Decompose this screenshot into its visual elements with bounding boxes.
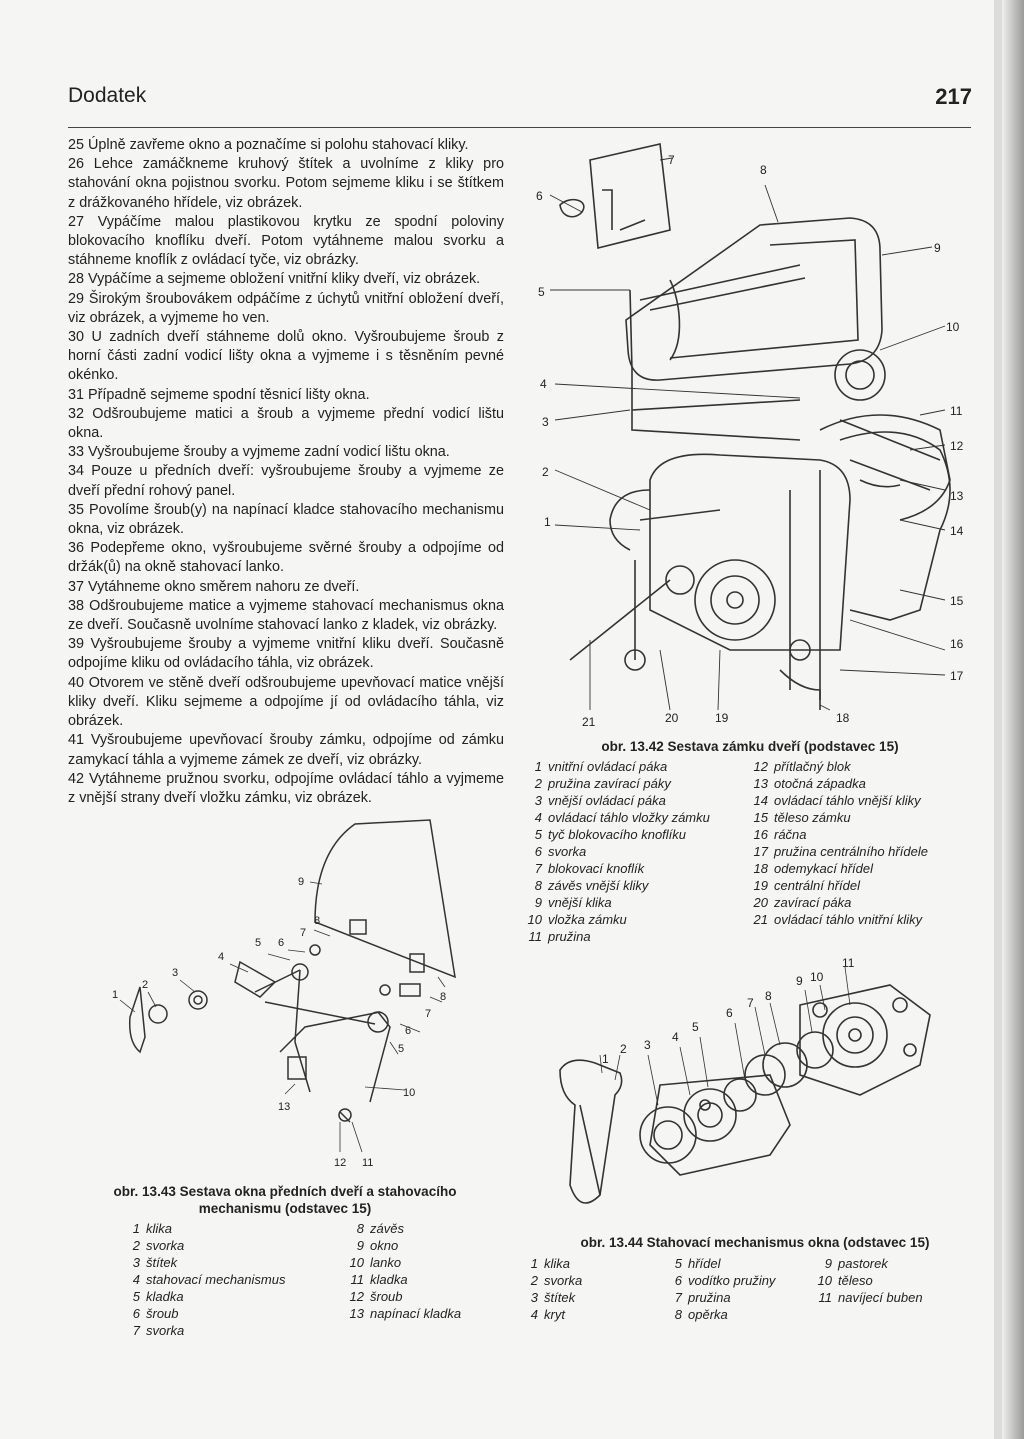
legend-item-number: 10: [527, 912, 542, 927]
fig43-callout-8a: 8: [314, 915, 321, 927]
legend-item-number: 12: [349, 1289, 364, 1304]
legend-item: [660, 1255, 775, 1272]
legend-item-label: svorka: [146, 1323, 185, 1338]
instruction-paragraph: 36 Podepřeme okno, vyšroubujeme svěrné šrouby a odpojíme od držák(ů) na okně stahovací lanko.: [68, 540, 504, 576]
fig42-callout-6: 6: [536, 189, 543, 203]
fig42-callout-11: 11: [950, 404, 963, 418]
fig43-callout-9: 9: [298, 876, 305, 888]
legend-item: [746, 809, 928, 826]
fig43-callout-6b: 6: [405, 1025, 412, 1037]
fig42-callout-7: 7: [668, 153, 675, 167]
legend-item-number: 7: [132, 1323, 140, 1338]
fig42-legend-left: [520, 758, 710, 945]
legend-item-number: 6: [534, 844, 542, 859]
legend-item: [520, 877, 710, 894]
legend-item-number: 16: [753, 827, 768, 842]
legend-item-number: 3: [132, 1255, 140, 1270]
legend-item: [118, 1254, 285, 1271]
legend-item-label: vnitřní ovládací páka: [548, 759, 668, 774]
legend-item-number: 2: [530, 1273, 538, 1288]
legend-item-label: vnější klika: [548, 895, 612, 910]
fig42-callout-5: 5: [538, 285, 545, 299]
lock-knob: [590, 144, 670, 248]
legend-item-number: 11: [350, 1272, 364, 1287]
legend-item-number: 2: [132, 1238, 140, 1253]
fig42-callout-15: 15: [950, 594, 964, 608]
shaft-boss: [640, 1107, 696, 1163]
legend-item-label: závěs: [370, 1221, 404, 1236]
instruction-paragraph: 40 Otvorem ve stěně dveří odšroubujeme upevňovací matice vnější kliky dveří. Kliku sejmeme a odpojíme jí od ovládacího táhla, viz obrázek.: [68, 674, 504, 730]
fig42-callout-12: 12: [950, 439, 964, 453]
legend-item: [516, 1255, 582, 1272]
legend-item: [520, 826, 710, 843]
fig43-caption: [90, 1183, 480, 1217]
legend-item-number: 17: [753, 844, 768, 859]
legend-item: [520, 792, 710, 809]
running-header-section: Dodatek: [68, 84, 147, 107]
fig43-callout-10: 10: [403, 1087, 416, 1099]
legend-item-number: 18: [753, 861, 768, 876]
legend-item-label: ovládací táhlo vnější kliky: [774, 793, 921, 808]
instruction-paragraph: 42 Vytáhneme pružnou svorku, odpojíme ovládací táhlo a vyjmeme z vnější strany dveří vložku zámku, viz obrázek.: [68, 770, 504, 806]
legend-item: [118, 1220, 285, 1237]
fig43-callout-12: 12: [334, 1157, 347, 1169]
legend-item-label: přítlačný blok: [774, 759, 851, 774]
fig42-callout-3: 3: [542, 415, 549, 429]
legend-item: [342, 1271, 461, 1288]
legend-item: [118, 1271, 285, 1288]
legend-item-number: 4: [132, 1272, 140, 1287]
fig42-callout-14: 14: [950, 524, 964, 538]
legend-item: [746, 911, 928, 928]
legend-item-label: stahovací mechanismus: [146, 1272, 286, 1287]
fig42-callout-18: 18: [836, 711, 850, 725]
fig43-callout-6a: 6: [278, 937, 285, 949]
instruction-paragraph: 32 Odšroubujeme matici a šroub a vyjmeme přední vodicí lištu okna.: [68, 405, 504, 442]
legend-item: [660, 1272, 775, 1289]
fig42-callout-17: 17: [950, 669, 964, 683]
fig44-callout-11: 11: [842, 956, 855, 970]
legend-item: [342, 1254, 461, 1271]
figure-13-44-window-regulator-mechanism: [540, 955, 960, 1225]
legend-item: [342, 1288, 461, 1305]
legend-item-label: pastorek: [838, 1256, 888, 1271]
legend-item-number: 5: [674, 1256, 682, 1271]
legend-item-number: 10: [817, 1273, 832, 1288]
fig43-callout-13: 13: [278, 1101, 291, 1113]
fig43-callout-4: 4: [218, 951, 225, 963]
fig43-callout-8b: 8: [440, 991, 447, 1003]
legend-item: [118, 1322, 285, 1339]
legend-item-label: hřídel: [688, 1256, 721, 1271]
fig44-legend-col1: [516, 1255, 582, 1323]
legend-item: [118, 1305, 285, 1322]
legend-item: [746, 826, 928, 843]
legend-item-label: pružina zavírací páky: [548, 776, 671, 791]
legend-item-number: 9: [356, 1238, 364, 1253]
legend-item: [118, 1288, 285, 1305]
fig42-callout-8: 8: [760, 163, 767, 177]
legend-item: [746, 843, 928, 860]
legend-item-label: šroub: [146, 1306, 179, 1321]
fig44-callout-8: 8: [765, 989, 772, 1003]
fig43-callout-3: 3: [172, 967, 179, 979]
instruction-paragraph: 29 Širokým šroubovákem odpáčíme z úchytů vnitřní obložení dveří, viz obrázek, a vyjmeme ho ven.: [68, 290, 504, 326]
legend-item-number: 6: [132, 1306, 140, 1321]
legend-item-label: opěrka: [688, 1307, 728, 1322]
instruction-paragraph: 39 Vyšroubujeme šrouby a vyjmeme vnitřní kliku dveří. Současně odpojíme kliku od ovládacího táhla, viz obrázek.: [68, 636, 504, 672]
page-edge-shadow: [1002, 0, 1024, 1439]
legend-item: [746, 758, 928, 775]
legend-item-number: 7: [534, 861, 542, 876]
legend-item-label: ovládací táhlo vložky zámku: [548, 810, 710, 825]
legend-item-number: 5: [132, 1289, 140, 1304]
fig43-callout-1: 1: [112, 989, 119, 1001]
fig43-callout-5a: 5: [255, 937, 262, 949]
legend-item-number: 5: [534, 827, 542, 842]
legend-item: [810, 1272, 923, 1289]
fig43-caption-line1: obr. 13.43 Sestava okna předních dveří a stahovacího: [113, 1184, 457, 1199]
fig43-callout-5b: 5: [398, 1043, 405, 1055]
legend-item: [342, 1220, 461, 1237]
fig44-legend-col3: [810, 1255, 923, 1306]
legend-item: [520, 758, 710, 775]
fig43-callout-7b: 7: [425, 1008, 432, 1020]
legend-item: [520, 860, 710, 877]
legend-item-number: 10: [349, 1255, 364, 1270]
fig44-callout-10: 10: [810, 970, 824, 984]
fig44-callout-5: 5: [692, 1020, 699, 1034]
fig44-callout-6: 6: [726, 1006, 733, 1020]
legend-item-label: klika: [146, 1221, 173, 1236]
legend-item: [746, 860, 928, 877]
winding-drum: [823, 1003, 887, 1067]
fig42-legend-right: [746, 758, 928, 928]
legend-item: [520, 894, 710, 911]
instruction-paragraph: 31 Případně sejmeme spodní těsnicí lišty okna.: [68, 386, 370, 403]
fig42-callout-21: 21: [582, 715, 596, 729]
legend-item-number: 9: [534, 895, 542, 910]
legend-item: [342, 1305, 461, 1322]
instruction-paragraph: 34 Pouze u předních dveří: vyšroubujeme šrouby a vyjmeme ze dveří přední rohový panel.: [68, 463, 504, 499]
housing-plate: [800, 985, 930, 1095]
fig42-callout-10: 10: [946, 320, 960, 334]
ratchet: [695, 560, 775, 640]
fig42-callout-1: 1: [544, 515, 551, 529]
legend-item-label: štítek: [146, 1255, 178, 1270]
fig43-caption-line2: mechanismu (odstavec 15): [198, 1201, 372, 1216]
legend-item-label: ráčna: [774, 827, 807, 842]
legend-item-label: okno: [370, 1238, 399, 1253]
instruction-paragraph: 37 Vytáhneme okno směrem nahoru ze dveří.: [68, 578, 360, 595]
fig44-legend-col2: [660, 1255, 775, 1323]
legend-item: [746, 792, 928, 809]
legend-item-number: 13: [753, 776, 768, 791]
legend-item-number: 1: [534, 759, 542, 774]
legend-item-number: 13: [349, 1306, 364, 1321]
fig42-callout-4: 4: [540, 377, 547, 391]
fig44-callout-3: 3: [644, 1038, 651, 1052]
legend-item-label: závěs vnější kliky: [548, 878, 649, 893]
legend-item-label: otočná západka: [774, 776, 866, 791]
legend-item-label: navíjecí buben: [838, 1290, 923, 1305]
legend-item-number: 8: [356, 1221, 364, 1236]
fig42-callout-19: 19: [715, 711, 729, 725]
instruction-paragraph: 26 Lehce zamáčkneme kruhový štítek a uvolníme z kliky pro stahování okna pojistnou svorku. Potom sejmeme kliku i se štítkem z drážkovaného hřídele, viz obrázek.: [68, 156, 504, 211]
legend-item: [516, 1272, 582, 1289]
fig43-callout-11: 11: [362, 1157, 374, 1169]
page-edge: [994, 0, 1002, 1439]
legend-item: [516, 1306, 582, 1323]
legend-item: [520, 843, 710, 860]
legend-item-number: 1: [530, 1256, 538, 1271]
legend-item-label: šroub: [370, 1289, 403, 1304]
legend-item: [810, 1255, 923, 1272]
fig42-caption: obr. 13.42 Sestava zámku dveří (podstavec 15): [601, 739, 899, 754]
legend-item-label: svorka: [146, 1238, 185, 1253]
legend-item-label: vložka zámku: [548, 912, 627, 927]
instruction-paragraph: 28 Vypáčíme a sejmeme obložení vnitřní kliky dveří, viz obrázek.: [68, 271, 481, 288]
legend-item: [746, 877, 928, 894]
fig43-legend-left: [118, 1220, 285, 1339]
legend-item-label: pružina: [688, 1290, 731, 1305]
legend-item-label: svorka: [548, 844, 587, 859]
legend-item-number: 9: [824, 1256, 832, 1271]
legend-item: [118, 1237, 285, 1254]
legend-item-label: kryt: [544, 1307, 565, 1322]
figure-13-42-door-lock-assembly: [520, 130, 980, 730]
legend-item: [746, 894, 928, 911]
legend-item-label: napínací kladka: [370, 1306, 462, 1321]
legend-item: [660, 1289, 775, 1306]
legend-item-number: 15: [753, 810, 768, 825]
instruction-paragraph: 30 U zadních dveří stáhneme dolů okno. Vyšroubujeme šroub z horní části zadní vodicí lišty okna a vyjmeme i s těsněním pevné okénko.: [68, 329, 504, 384]
instruction-paragraph: 25 Úplně zavřeme okno a poznačíme si polohu stahovací kliky.: [68, 137, 469, 153]
fig44-callout-7: 7: [747, 996, 754, 1010]
fig42-callout-9: 9: [934, 241, 941, 255]
legend-item: [660, 1306, 775, 1323]
legend-item-label: ovládací táhlo vnitřní kliky: [774, 912, 923, 927]
legend-item-number: 3: [530, 1290, 538, 1305]
legend-item-label: kladka: [146, 1289, 184, 1304]
legend-item-number: 21: [753, 912, 768, 927]
cover-plate: [650, 1075, 790, 1175]
legend-item-number: 20: [753, 895, 768, 910]
legend-item-number: 4: [530, 1307, 538, 1322]
legend-item-label: klika: [544, 1256, 571, 1271]
legend-item-label: vodítko pružiny: [688, 1273, 776, 1288]
fig43-callout-2: 2: [142, 979, 149, 991]
legend-item: [520, 928, 710, 945]
legend-item-number: 2: [534, 776, 542, 791]
fig44-callout-2: 2: [620, 1042, 627, 1056]
legend-item: [746, 775, 928, 792]
legend-item-number: 3: [534, 793, 542, 808]
legend-item-label: lanko: [370, 1255, 402, 1270]
legend-item-number: 14: [753, 793, 768, 808]
window-handle: [130, 987, 145, 1052]
fig44-caption: obr. 13.44 Stahovací mechanismus okna (odstavec 15): [580, 1235, 930, 1250]
legend-item-number: 12: [753, 759, 768, 774]
fig44-callout-9: 9: [796, 974, 803, 988]
page-number: 217: [935, 84, 972, 109]
legend-item-label: vnější ovládací páka: [548, 793, 666, 808]
legend-item-label: tyč blokovacího knoflíku: [548, 827, 687, 842]
legend-item: [810, 1289, 923, 1306]
lock-barrel: [835, 350, 885, 400]
legend-item: [520, 911, 710, 928]
header-rule: [68, 127, 971, 128]
fig42-callout-16: 16: [950, 637, 964, 651]
instruction-text-column: [68, 136, 504, 808]
legend-item: [520, 775, 710, 792]
legend-item-label: centrální hřídel: [774, 878, 860, 893]
legend-item-label: těleso zámku: [774, 810, 851, 825]
legend-item: [342, 1237, 461, 1254]
legend-item-number: 7: [674, 1290, 682, 1305]
legend-item-label: pružina centrálního hřídele: [774, 844, 928, 859]
legend-item-number: 8: [674, 1307, 682, 1322]
legend-item-number: 19: [753, 878, 768, 893]
legend-item-label: odemykací hřídel: [774, 861, 873, 876]
legend-item: [516, 1289, 582, 1306]
fig42-callout-13: 13: [950, 489, 964, 503]
fig44-callout-4: 4: [672, 1030, 679, 1044]
instruction-paragraph: 35 Povolíme šroub(y) na napínací kladce stahovacího mechanismu okna, viz obrázek.: [68, 501, 504, 538]
fig44-callout-1: 1: [602, 1052, 609, 1066]
figure-13-43-window-regulator-assembly: [100, 812, 480, 1177]
crank-handle: [560, 1060, 622, 1203]
legend-item-label: těleso: [838, 1273, 873, 1288]
instruction-paragraph: 27 Vypáčíme malou plastikovou krytku ze spodní poloviny blokovacího knoflíku dveří. Potom vytáhneme malou svorku a stáhneme knoflík z ovládací tyče, viz obrázky.: [68, 213, 504, 269]
legend-item-label: pružina: [548, 929, 591, 944]
legend-item-number: 8: [534, 878, 542, 893]
legend-item-number: 6: [674, 1273, 682, 1288]
instruction-paragraph: 38 Odšroubujeme matice a vyjmeme stahovací mechanismus okna ze dveří. Současně uvolníme stahovací lanko z kladek, viz obrázky.: [68, 597, 504, 634]
legend-item-label: zavírací páka: [774, 895, 852, 910]
legend-item-number: 4: [534, 810, 542, 825]
legend-item-label: kladka: [370, 1272, 408, 1287]
fig42-callout-2: 2: [542, 465, 549, 479]
legend-item-number: 11: [528, 929, 542, 944]
instruction-paragraph: 41 Vyšroubujeme upevňovací šrouby zámku, odpojíme od zámku zamykací táhla a vyjmeme zámek ze dveří, viz obrázky.: [68, 732, 504, 768]
legend-item-number: 11: [818, 1290, 832, 1305]
fig43-legend-right: [342, 1220, 461, 1322]
legend-item-label: štítek: [544, 1290, 576, 1305]
instruction-paragraph: 33 Vyšroubujeme šrouby a vyjmeme zadní vodicí lištu okna.: [68, 444, 450, 461]
window-glass: [315, 820, 455, 977]
legend-item-number: 1: [132, 1221, 140, 1236]
legend-item-label: blokovací knoflík: [548, 861, 645, 876]
legend-item-label: svorka: [544, 1273, 583, 1288]
fig42-callout-20: 20: [665, 711, 679, 725]
legend-item: [520, 809, 710, 826]
fig43-callout-7a: 7: [300, 927, 307, 939]
